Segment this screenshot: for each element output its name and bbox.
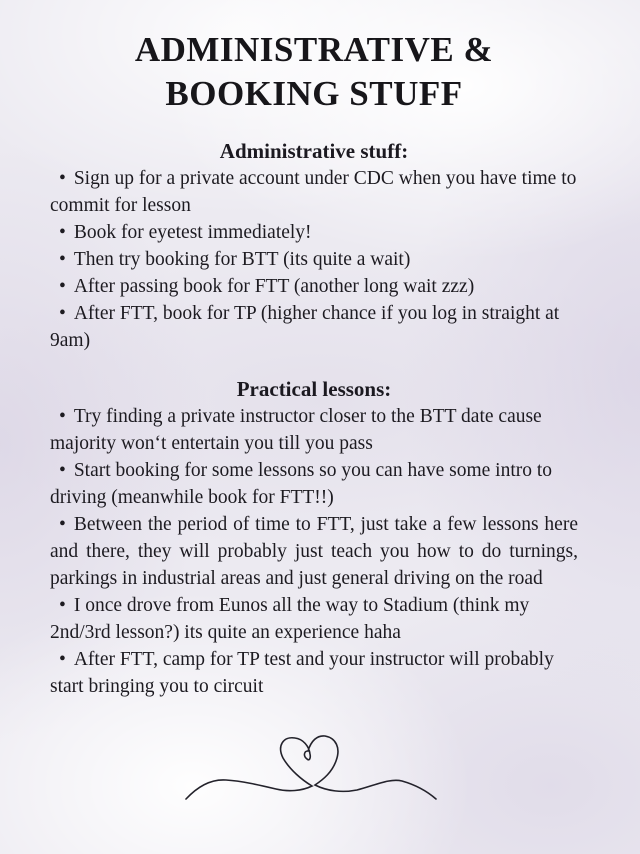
bullet-item xyxy=(50,165,578,219)
bullet-text: Sign up for a private account under CDC when you have time to commit for lesson xyxy=(50,168,577,216)
bullet-text: After passing book for FTT (another long wait zzz) xyxy=(73,276,475,297)
bullet-item xyxy=(50,511,578,592)
bullet-text: After FTT, book for TP (higher chance if you log in straight at 9am) xyxy=(50,303,560,351)
bullet-icon: • xyxy=(59,649,66,670)
bullet-item xyxy=(50,457,578,511)
bullet-icon: • xyxy=(59,514,66,535)
section-heading-administrative: Administrative stuff: xyxy=(219,139,409,163)
bullet-text: I once drove from Eunos all the way to Stadium (think my 2nd/3rd lesson?) its quite an experience haha xyxy=(50,595,530,643)
bullet-item xyxy=(50,403,578,457)
section-administrative-stuff xyxy=(50,138,578,354)
bullet-text: Try finding a private instructor closer to the BTT date cause majority won‘t entertain you till you pass xyxy=(50,406,542,454)
bullet-item xyxy=(50,300,578,354)
bullet-item xyxy=(50,246,578,273)
bullet-text: Start booking for some lessons so you can have some intro to driving (meanwhile book for FTT!!) xyxy=(50,460,553,508)
bullet-text: Book for eyetest immediately! xyxy=(73,222,312,243)
bullet-item xyxy=(50,273,578,300)
footer-decoration xyxy=(50,728,578,825)
bullet-icon: • xyxy=(59,303,66,324)
bullet-icon: • xyxy=(59,222,66,243)
bullet-icon: • xyxy=(59,249,66,270)
bullet-icon: • xyxy=(59,168,66,189)
page-title xyxy=(50,28,578,116)
bullet-text: Then try booking for BTT (its quite a wait) xyxy=(73,249,411,270)
bullet-item xyxy=(50,219,578,246)
section-practical-lessons xyxy=(50,376,578,700)
bullet-icon: • xyxy=(59,460,66,481)
bullet-text: Between the period of time to FTT, just take a few lessons here and there, they will probably just teach you how to do turnings, parkings in industrial areas and just general driving on the road xyxy=(50,514,578,589)
page-title-line-2: BOOKING STUFF xyxy=(165,74,463,113)
heart-squiggle-icon xyxy=(164,728,464,820)
bullet-icon: • xyxy=(59,406,66,427)
section-heading-practical: Practical lessons: xyxy=(236,377,392,401)
bullet-item xyxy=(50,646,578,700)
bullet-text: After FTT, camp for TP test and your instructor will probably start bringing you to circuit xyxy=(50,649,554,697)
bullet-icon: • xyxy=(59,276,66,297)
bullet-icon: • xyxy=(59,595,66,616)
page-title-line-1: ADMINISTRATIVE & xyxy=(134,30,494,69)
bullet-item xyxy=(50,592,578,646)
